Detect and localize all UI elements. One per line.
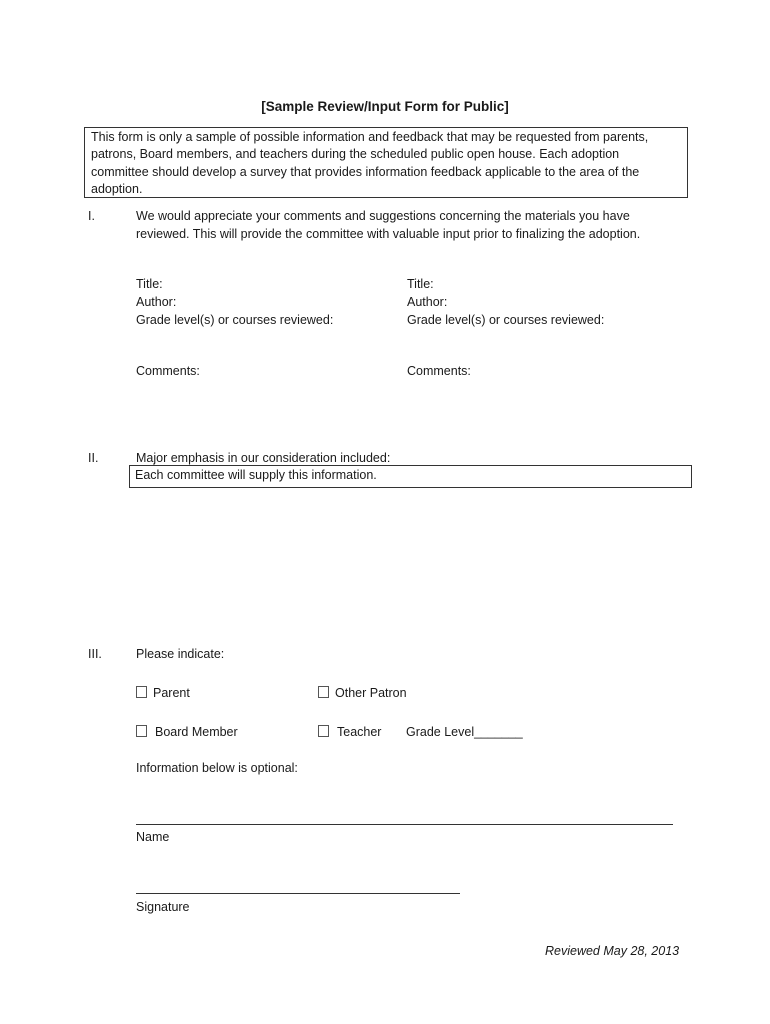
option-other-patron[interactable] [318, 684, 407, 702]
left-title-label: Title: [136, 277, 163, 291]
intro-line: patrons, Board members, and teachers during the scheduled public open house. Each adoption [91, 147, 620, 162]
section-1-instructions [136, 207, 696, 243]
intro-line: This form is only a sample of possible information and feedback that may be requested from parents, [91, 130, 649, 144]
right-author-label: Author: [407, 295, 448, 309]
section-1-line: reviewed. This will provide the committee with valuable input prior to finalizing the adoption. [136, 227, 641, 241]
section-2-heading: Major emphasis in our consideration included: [136, 451, 391, 465]
intro-line: committee should develop a survey that provides information feedback applicable to the area of the [91, 164, 640, 179]
other-patron-label: Other Patron [335, 686, 407, 700]
left-grade-label: Grade level(s) or courses reviewed: [136, 313, 334, 327]
section-3-heading: Please indicate: [136, 647, 225, 661]
name-input-line[interactable] [136, 824, 673, 825]
section-1-numeral: I. [88, 209, 95, 223]
review-right-fields [407, 275, 604, 329]
section-2-numeral: II. [88, 451, 99, 465]
committee-info-text: Each committee will supply this information. [135, 468, 377, 482]
intro-notice-box [84, 127, 688, 198]
right-grade-label: Grade level(s) or courses reviewed: [407, 313, 605, 327]
teacher-checkbox[interactable] [318, 725, 329, 737]
optional-info-note: Information below is optional: [136, 761, 298, 775]
option-parent[interactable] [136, 684, 190, 702]
board-member-checkbox[interactable] [136, 725, 147, 737]
other-patron-checkbox[interactable] [318, 686, 329, 698]
board-member-label: Board Member [155, 725, 238, 739]
signature-input-line[interactable] [136, 893, 460, 894]
form-title: [Sample Review/Input Form for Public] [261, 99, 509, 114]
signature-label: Signature [136, 900, 190, 914]
grade-level-field[interactable]: Grade Level_______ [406, 725, 523, 739]
section-3-numeral: III. [88, 647, 102, 661]
right-title-label: Title: [407, 277, 434, 291]
left-comments-label: Comments: [136, 364, 200, 378]
right-comments-label: Comments: [407, 364, 471, 378]
committee-info-box [129, 465, 692, 488]
name-label: Name [136, 830, 170, 844]
parent-label: Parent [153, 686, 190, 700]
option-board-member[interactable] [136, 723, 238, 741]
parent-checkbox[interactable] [136, 686, 147, 698]
left-author-label: Author: [136, 295, 177, 309]
reviewed-date: Reviewed May 28, 2013 [545, 944, 680, 958]
review-left-fields [136, 275, 333, 329]
teacher-label: Teacher [337, 725, 382, 739]
section-1-line: We would appreciate your comments and suggestions concerning the materials you have [136, 209, 630, 223]
intro-line: adoption. [91, 182, 143, 197]
option-teacher[interactable] [318, 723, 381, 741]
